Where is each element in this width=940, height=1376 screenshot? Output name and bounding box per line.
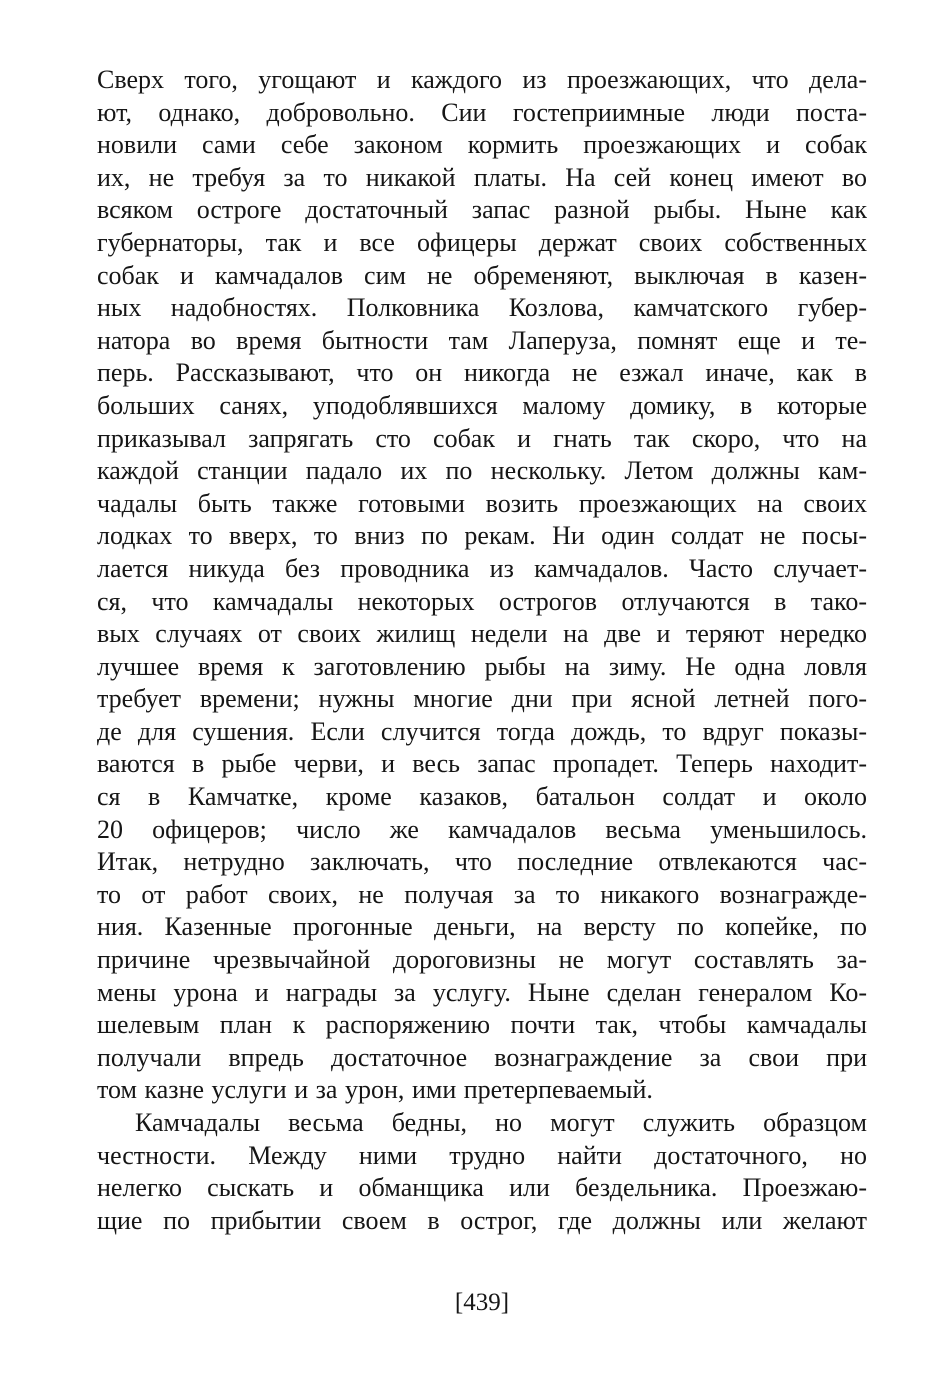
text-line: приказывал запрягать сто собак и гнать так скоро, что на xyxy=(97,423,867,453)
text-line: причине чрезвычайной дороговизны не могут составлять за- xyxy=(97,945,867,975)
text-line: нелегко сыскать и обманщика или бездельника. Проезжаю- xyxy=(97,1173,867,1203)
text-line: лучшее время к заготовлению рыбы на зиму. Не одна ловля xyxy=(97,651,867,681)
text-line: собак и камчадалов сим не обременяют, выключая в казен- xyxy=(97,260,867,290)
text-line: мены урона и награды за услугу. Ныне сделан генералом Ко- xyxy=(97,977,867,1007)
text-line: 20 офицеров; число же камчадалов весьма уменьшилось. xyxy=(97,814,867,844)
text-line: требует времени; нужны многие дни при ясной летней пого- xyxy=(97,684,867,714)
text-line: щие по прибытии своем в острог, где должны или желают xyxy=(97,1205,867,1235)
text-line: Сверх того, угощают и каждого из проезжающих, что дела- xyxy=(97,65,867,94)
text-line: получали впредь достаточное вознаграждение за свои при xyxy=(97,1042,867,1072)
text-line: ют, однако, добровольно. Сии гостеприимные люди поста- xyxy=(97,97,867,127)
text-line: честности. Между ними трудно найти достаточного, но xyxy=(97,1140,867,1170)
text-line: лается никуда без проводника из камчадалов. Часто случает- xyxy=(97,553,867,583)
text-line: ся, что камчадалы некоторых острогов отлучаются в тако- xyxy=(97,586,867,616)
text-line: губернаторы, так и все офицеры держат своих собственных xyxy=(97,227,867,257)
text-line: де для сушения. Если случится тогда дождь, то вдруг показы- xyxy=(97,716,867,746)
text-line: вых случаях от своих жилищ недели на две и теряют нередко xyxy=(97,619,867,649)
text-line: каждой станции падало их по нескольку. Летом должны кам- xyxy=(97,456,867,486)
text-line: их, не требуя за то никакой платы. На сей конец имеют во xyxy=(97,162,867,192)
text-line: всяком остроге достаточный запас разной рыбы. Ныне как xyxy=(97,195,867,225)
text-line: лодках то вверх, то вниз по рекам. Ни один солдат не посы- xyxy=(97,521,867,551)
text-line: больших санях, уподоблявшихся малому домику, в которые xyxy=(97,390,867,420)
text-line: Итак, нетрудно заключать, что последние отвлекаются час- xyxy=(97,847,867,877)
text-line: новили сами себе законом кормить проезжающих и собак xyxy=(97,130,867,160)
text-line: натора во время бытности там Лаперуза, помнят еще и те- xyxy=(97,325,867,355)
text-line: Камчадалы весьма бедны, но могут служить образцом xyxy=(135,1108,867,1137)
text-line: ных надобностях. Полковника Козлова, камчатского губер- xyxy=(97,293,867,323)
text-line: ваются в рыбе черви, и весь запас пропадет. Теперь находит- xyxy=(97,749,867,779)
text-line: ся в Камчатке, кроме казаков, батальон солдат и около xyxy=(97,782,867,812)
text-line: том казне услуги и за урон, ими претерпеваемый. xyxy=(97,1075,653,1105)
text-line: то от работ своих, не получая за то никакого вознагражде- xyxy=(97,879,867,909)
text-line: ния. Казенные прогонные деньги, на версту по копейке, по xyxy=(97,912,867,942)
text-line: перь. Рассказывают, что он никогда не езжал иначе, как в xyxy=(97,358,867,388)
body-text xyxy=(97,64,867,1237)
page-number: [439] xyxy=(454,1289,510,1316)
text-line: чадалы быть также готовыми возить проезжающих на своих xyxy=(97,488,867,518)
text-line: шелевым план к распоряжению почти так, чтобы камчадалы xyxy=(97,1010,867,1040)
